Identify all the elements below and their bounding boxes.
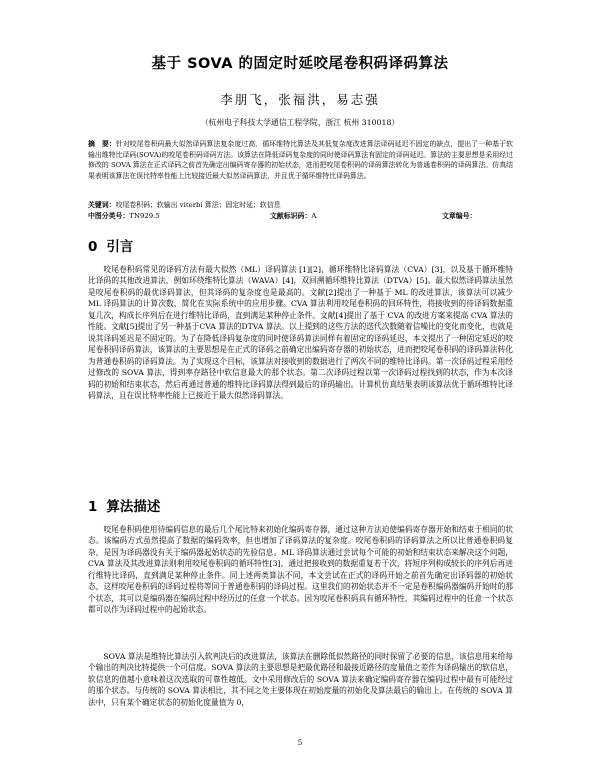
article-number [442, 211, 476, 221]
section-number: 0 [88, 239, 98, 255]
abstract [88, 139, 513, 181]
affiliation: （杭州电子科技大学通信工程学院，浙江 杭州 310018） [200, 118, 400, 127]
author-list: 李朋飞，张福洪，易志强 [220, 92, 380, 107]
clc-label: 中图分类号： [88, 212, 130, 220]
abstract-text: 针对咬尾卷积码最大似然译码算法复杂度过高、循环维特比算法及其低复杂度改进算法译码延迟不固定的缺点，提出了一种基于软输出维特比译码(SOVA)的咬尾卷积码译码方法。该算法在降低译码复杂度的同时使译码算法有固定的译码延迟。算法的主要思想是采用经过修改的 SOVA 算法在正式译码之前首先确定出编码寄存器的初始状态，进而把咬尾卷积码的译码算法转化为普通卷积码的译码算法。仿真结果表明该算法在误比特率性能上比较接近最大似然译码算法，并且优于循环维特比译码算法。 [88, 140, 513, 180]
keywords-label: 关键词： [88, 201, 116, 209]
article-number-label: 文章编号： [442, 212, 477, 220]
paper-title: 基于 SOVA 的固定时延咬尾卷积码译码算法 [151, 56, 449, 72]
section-heading-intro [88, 235, 133, 255]
algorithm-paragraph-1: 咬尾卷积码使用待编码信息的最后几个尾比特来初始化编码寄存器，通过这种方法迫使编码寄存器开始和结束于相同的状态。该编码方式虽然提高了数据的编码效率，但也增加了译码算法的复杂度。咬尾卷积码的译码算法之所以比普通卷积码复杂，是因为译码器没有关于编码器起始状态的先验信息。ML 译码算法通过尝试每个可能的初始和结束状态来解决这个问题，CVA 算法及其改进算法则利用咬尾卷积码的循环特性[3]，通过把接收到的数据重复若干次，将短序列构成较长的序列后再进行维特比译码，直到满足某种停止条件。同上述两类算法不同，本文尝试在正式的译码开始之前首先确定出译码器的初始状态，这样咬尾卷积码的译码过程将等同于普通卷积码的译码过程。这里我们的初始状态并不一定是卷积编码器编码开始时的那个状态，其可以是编码器在编码过程中经历过的任意一个状态。因为咬尾卷积码具有循环特性，其编码过程中的任意一个状态都可以作为译码过程中的起始状态。 [88, 525, 513, 615]
clc-value: TN929.5 [129, 212, 160, 220]
algorithm-paragraph-2: SOVA 算法是维特比算法引入软判决后的改进算法，该算法在删除低似然路径的同时保留了必要的信息，该信息用来给每个输出的判决比特提供一个可信度。SOVA 算法的主要思想是把最优路径和最接近路径的度量值之差作为译码输出的软信息，软信息的值越小意味着这次选取的可靠性越低。文中采用修改后的 SOVA 算法来确定编码寄存器在编码过程中最有可能经过的那个状态。与传统的 SOVA 算法相比，其不同之处主要体现在初始度量的初始化及算法最后的输出上。在传统的 SOVA 算法中，只有某个确定状态的初始化度量值为 0， [88, 652, 513, 707]
page-number: 5 [297, 738, 303, 747]
section-number: 1 [88, 499, 98, 515]
section-title: 引言 [106, 239, 134, 255]
classification-row [88, 211, 513, 221]
keywords [88, 200, 513, 210]
keywords-text: 咬尾卷积码；软输出 viterbi 算法；固定时延；软信息 [115, 201, 281, 209]
section-title: 算法描述 [106, 499, 161, 515]
intro-paragraph: 咬尾卷积码常见的译码方法有最大似然（ML）译码算法 [1][2]，循环维特比译码算法（CVA）[3]，以及基于循环维特比译码的其他改进算法，例如环绕维特比算法（WAVA）[4]，双回溯循环维特比算法（DTVA）[5]。最大似然译码算法虽然是咬尾卷积码的最优译码算法，但其译码的复杂度也是最高的。文献[2]提出了一种基于 ML 的改进算法，该算法可以减少 ML 译码算法的计算次数，简化在实际系统中的应用步骤。CVA 算法利用咬尾卷积码的回环特性，将接收到的待译码数据重复几次，构成长序列后在进行维特比译码，直到满足某种停止条件。文献[4]提出了基于 CVA 的改进方案来提高 CVA 算法的性能。文献[5]提出了另一种基于CVA 算法的DTVA 算法。以上提到的这些方法的迭代次数随着信噪比的变化而变化，也就是说其译码延迟是不固定的。为了在降低译码复杂度的同时使译码算法同样有着固定的译码延迟，本文提出了一种固定延迟的咬尾卷积码译码算法，该算法的主要思想是在正式的译码之前确定出编码寄存器的初始状态，进而把咬尾卷积码的译码算法转化为普通卷积码的译码算法。为了实现这个目标，该算法对接收到的数据进行了两次不同的维特比译码。第一次译码过程采用经过修改的 SOVA 算法，得到率存路径中软信息最大的那个状态。第二次译码过程以第一次译码过程找到的状态，作为本次译码的初始和结束状态，然后再通过普通的维特比译码算法得到最后的译码输出。计算机仿真结果表明该算法优于循环维特比译码算法，且在误比特率性能上已接近于最大似然译码算法。 [88, 265, 513, 400]
clc-number [88, 211, 270, 221]
section-heading-algorithm [88, 495, 160, 515]
document-code [270, 211, 442, 221]
doc-code-value: A [311, 212, 317, 220]
doc-code-label: 文献标识码： [270, 212, 312, 220]
abstract-label: 摘 要： [88, 140, 116, 148]
